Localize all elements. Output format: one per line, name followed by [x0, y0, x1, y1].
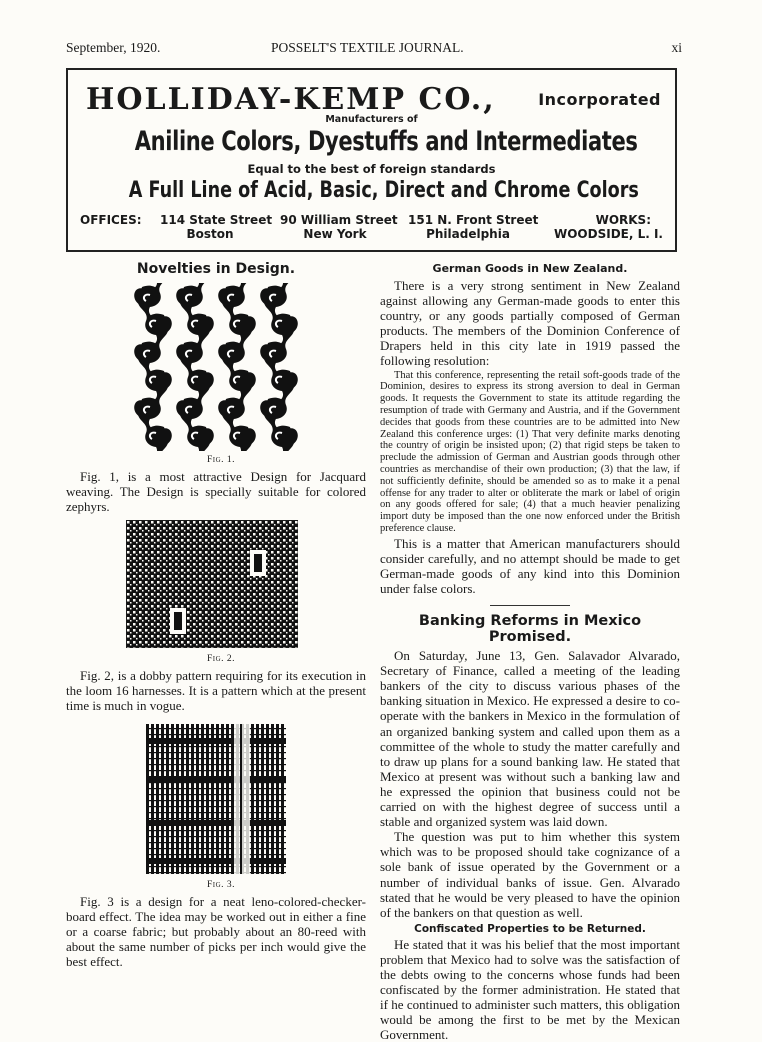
issue-date: September, 1920.	[66, 40, 161, 55]
section-divider	[490, 605, 570, 606]
office-new-york	[280, 213, 398, 241]
german-goods-title: German Goods in New Zealand.	[432, 262, 628, 275]
advertisement-box	[66, 68, 677, 252]
journal-title: POSSELT'S TEXTILE JOURNAL.	[271, 40, 464, 55]
figure-3-caption: Fig. 3.	[206, 879, 236, 890]
confiscated-properties-title: Confiscated Properties to be Returned.	[414, 922, 646, 935]
figure-1-caption: Fig. 1.	[206, 455, 236, 465]
office-street: 90 William Street	[280, 213, 398, 227]
ad-incorporated: Incorporated	[538, 90, 661, 109]
figure-3-leno-checkerboard	[146, 724, 286, 874]
right-column	[380, 258, 680, 1042]
ad-full-line: A Full Line of Acid, Basic, Direct and Chrome Colors	[128, 178, 639, 203]
running-header	[66, 40, 682, 58]
office-city: New York	[303, 227, 367, 241]
novelties-title: Novelties in Design.	[136, 261, 296, 277]
ad-products-headline: Aniline Colors, Dyestuffs and Intermediates	[134, 126, 638, 157]
office-boston	[160, 213, 273, 241]
office-city: Boston	[186, 227, 234, 241]
ad-works-label: WORKS:	[595, 213, 651, 227]
ad-company-name: HOLLIDAY-KEMP CO.,	[86, 82, 496, 117]
german-goods-resolution: That this conference, representing the retail soft-goods trade of the Dominion, desires to express its strong aversion to deal in German goods. It requests the Government to state its attitude regarding the resumption of trade with Germany and Austria, and if the Government decides that goods from these countries are to be admitted into New Zealand this conference urges: (1) That very definite marks denoting the country of origin be insisted upon; (2) that rigid steps be taken to preclude the admission of German and Austrian goods through other countries as merchandise of their own production; (3) that the law, if not sufficiently definite, should be amended so as to make it a penal offense for any trader to alter or obliterate the mark or label of origin on any goods offered for sale; (4) that a much heavier penalizing import duty be imposed than the one now enforced under the British preference clause.	[380, 369, 680, 534]
figure-1-description: Fig. 1, is a most attractive Design for Jacquard weaving. The Design is specially suitable for colored zephyrs.	[66, 469, 366, 515]
figure-3-description: Fig. 3 is a design for a neat leno-colored-checker-board effect. The idea may be worked out in either a fine or a coarse fabric; but probably about an 80-reed with about the same number of picks per inch would give the best effect.	[66, 893, 366, 969]
confiscated-paragraph: He stated that it was his belief that the most important problem that Mexico had to solve was the satisfaction of the debts owing to the concerns whose funds had been confiscated by the former administration. He stated that if he continued to administer such matters, this obligation would be among the first to be met by the Mexican Government.	[380, 936, 680, 1042]
banking-paragraph-2: The question was put to him whether this system which was to be proposed should take cognizance of a sole bank of issue operated by the Government or a number of individual banks of issue. Gen. Alvarado stated that he would be very pleased to have the opinion of the bankers on that question as well.	[380, 829, 680, 920]
office-city: Philadelphia	[426, 227, 510, 241]
figure-2-dobby-pattern	[126, 520, 298, 648]
ad-equal-standards: Equal to the best of foreign standards	[247, 162, 496, 176]
figure-2-description: Fig. 2, is a dobby pattern requiring for its execution in the loom 16 harnesses. It is a pattern which at the present time is much in vogue.	[66, 668, 366, 714]
figure-2-caption: Fig. 2.	[206, 654, 236, 665]
office-street: 151 N. Front Street	[408, 213, 539, 227]
left-column	[66, 258, 366, 969]
banking-paragraph-1: On Saturday, June 13, Gen. Salavador Alvarado, Secretary of Finance, called a meeting of the leading bankers of the city to discuss various phases of the banking situation in Mexico. He expressed a desire to co-operate with the bankers in Mexico in the formulation of an organized banking system and called upon them as a committee of the whole to study the matter carefully and to draw up plans for a sound banking law. He stated that Mexico at present was without such a banking law and he expressed the opinion that business could not be carried on with the highest degree of success until a stable and organized system was laid down.	[380, 648, 680, 830]
ad-works-place: WOODSIDE, L. I.	[553, 227, 663, 241]
banking-reforms-title: Banking Reforms in Mexico Promised.	[418, 613, 642, 646]
office-street: 114 State Street	[160, 213, 273, 227]
ad-offices-label: OFFICES:	[80, 213, 142, 227]
german-goods-paragraph-1: There is a very strong sentiment in New Zealand against allowing any German-made goods to enter this country, or any goods partially composed of German products. The members of the Dominion Conference of Drapers held in this city late in 1919 passed the following resolution:	[380, 278, 680, 369]
ad-manufacturers-of: Manufacturers of	[325, 114, 418, 125]
german-goods-paragraph-2: This is a matter that American manufacturers should consider carefully, and no attempt should be made to get German-made goods of any kind into this Dominion under false colors.	[380, 535, 680, 596]
figure-1-jacquard-design	[132, 283, 302, 451]
office-philadelphia	[408, 213, 539, 241]
ad-works	[554, 213, 663, 241]
page-number: xi	[671, 40, 682, 55]
